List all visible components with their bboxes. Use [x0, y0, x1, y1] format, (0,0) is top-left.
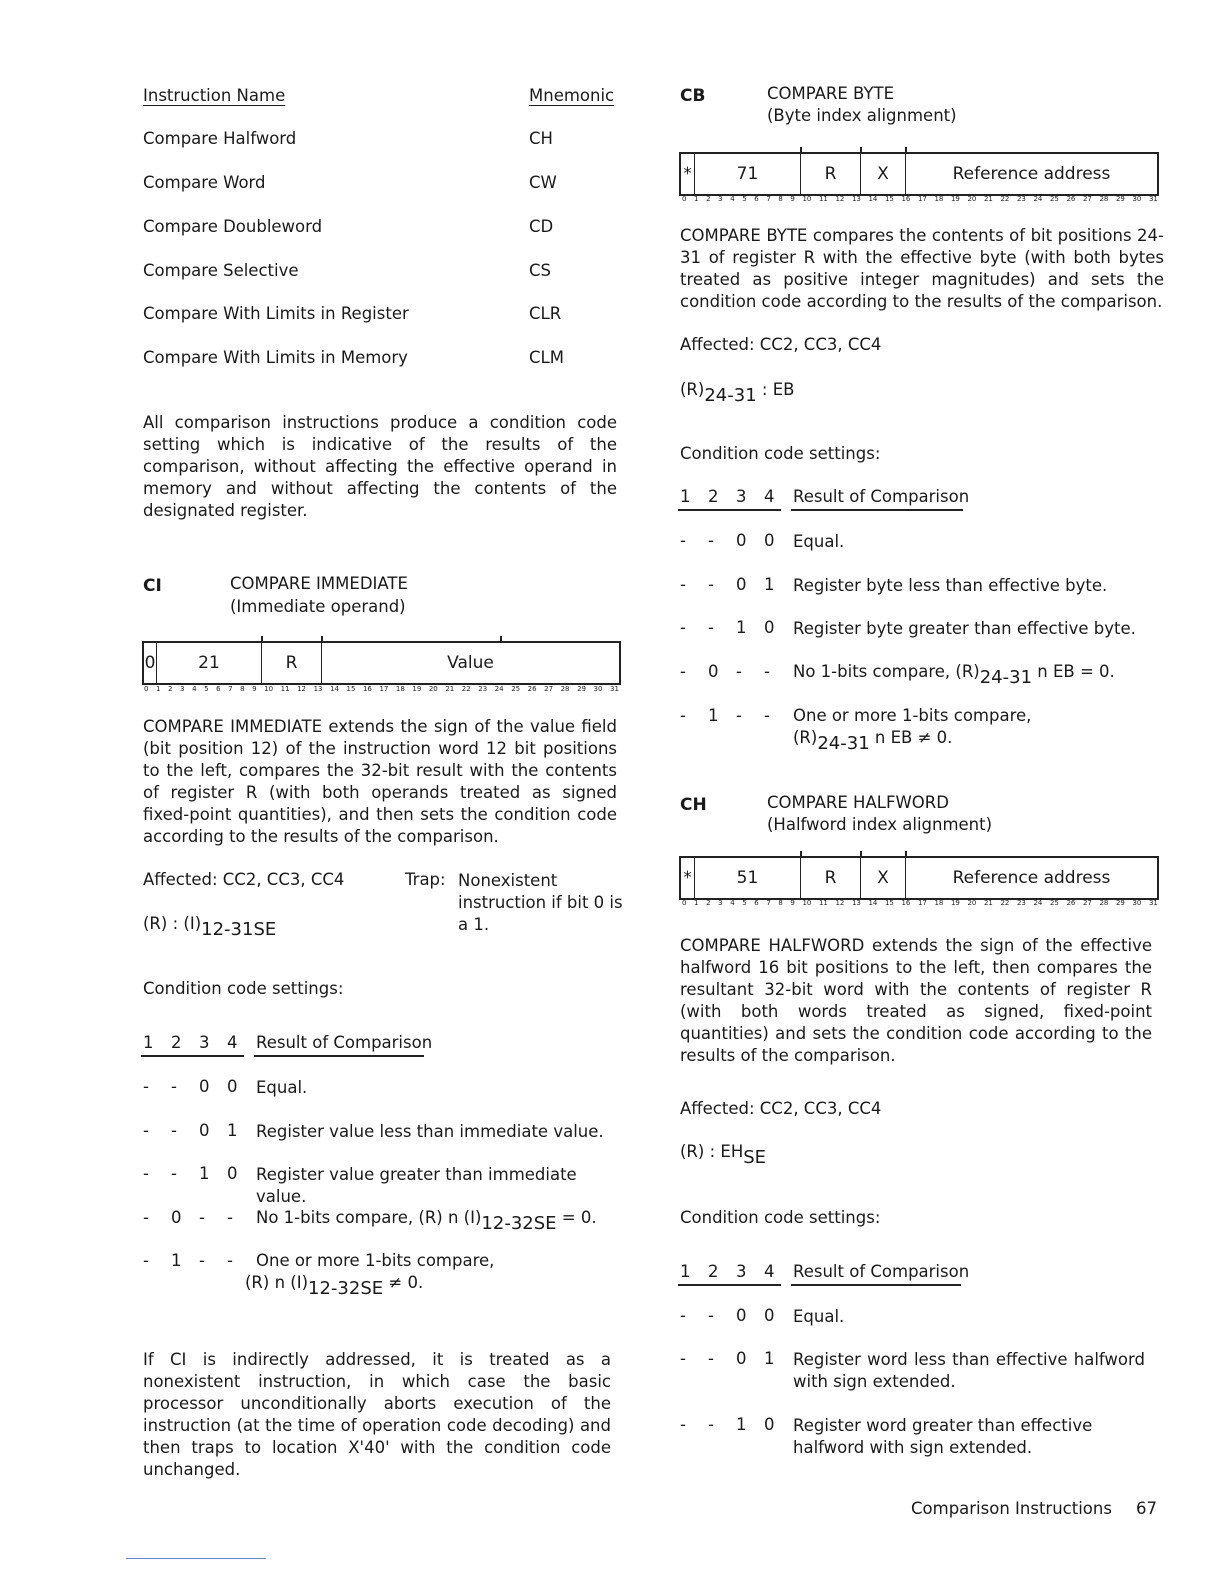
ch-description: COMPARE HALFWORD extends the sign of the effective halfword 16 bit positions to the left, then compares the resultant 32-bit word with the contents of register R (with both words treated as signed, fixed-point quantities) and sets the condition code according to the results of the comparison.: [680, 936, 1152, 1065]
ci-subtitle: (Immediate operand): [230, 597, 406, 616]
ci-cc-row-result: One or more 1-bits compare,: [256, 1251, 495, 1270]
ch-instruction-format: [679, 856, 1159, 900]
ci-cc-row: - - 0 1: [143, 1121, 238, 1140]
table-row-mnemonic: CLM: [529, 348, 564, 367]
ci-cc-row-result: No 1-bits compare, (R) n (I)12-32SE = 0.: [256, 1208, 597, 1234]
table-row-name: Compare Word: [143, 173, 266, 192]
cb-expression: (R)24-31 : EB: [680, 380, 795, 406]
cb-mnemonic: CB: [680, 86, 706, 106]
footer-page-number: 67: [1136, 1499, 1157, 1518]
cb-field-indirect: *: [681, 154, 695, 194]
scan-artifact-line: [126, 1558, 266, 1559]
cb-cc-row: - 0 - -: [680, 662, 770, 681]
ci-cc-header: 1 2 3 4: [143, 1033, 238, 1052]
intro-paragraph: All comparison instructions produce a condition code setting which is indicative of the results of the comparison, without affecting the effective operand in memory and without affecting the contents of the designated register.: [143, 413, 617, 520]
table-row-mnemonic: CW: [529, 173, 557, 192]
ch-field-opcode: 51: [695, 858, 801, 898]
cb-description: COMPARE BYTE compares the contents of bit positions 24-31 of register R with the effective byte (with both bytes treated as positive integer magnitudes) and sets the condition code according to the results of the comparison.: [680, 226, 1164, 311]
cb-instruction-format: [679, 152, 1159, 196]
ci-cc-row: - - 1 0: [143, 1164, 238, 1183]
ci-trap-label: Trap:: [405, 870, 446, 889]
ci-bit-scale: 0 1 2 3 4 5 6 7 8 9 10 11 12 13 14 15 16 17 18 19 20 21 22 23 24 25 26 27 28 29 30 31: [144, 685, 619, 693]
cb-field-x: X: [861, 154, 906, 194]
cb-field-r: R: [801, 154, 861, 194]
cb-cc-row: - - 0 1: [680, 575, 775, 594]
ch-cc-row-result: Register word greater than effective halfword with sign extended.: [793, 1416, 1093, 1457]
ch-cc-result-header: Result of Comparison: [793, 1262, 970, 1281]
ci-trap-text: Nonexistent instruction if bit 0 is a 1.: [458, 871, 623, 934]
table-row-name: Compare Doubleword: [143, 217, 323, 236]
ch-cc-heading: Condition code settings:: [680, 1208, 881, 1227]
cb-cc-row-result: Register byte less than effective byte.: [793, 576, 1108, 595]
table-row-mnemonic: CLR: [529, 304, 562, 323]
ci-cc-row-result: Register value less than immediate value.: [256, 1122, 604, 1141]
cb-cc-row-result: No 1-bits compare, (R)24-31 n EB = 0.: [793, 662, 1115, 688]
ci-field-value: Value: [447, 653, 494, 673]
ch-subtitle: (Halfword index alignment): [767, 815, 993, 834]
cb-field-opcode: 71: [695, 154, 801, 194]
ci-field-r: R: [262, 643, 322, 683]
ci-cc-heading: Condition code settings:: [143, 979, 344, 998]
cb-title: COMPARE BYTE: [767, 84, 895, 103]
ch-cc-header: 1 2 3 4: [680, 1262, 775, 1281]
ci-cc-row: - 1 - -: [143, 1251, 233, 1270]
ch-field-x: X: [861, 858, 906, 898]
ci-footer-paragraph: If CI is indirectly addressed, it is treated as a nonexistent instruction, in which case the basic processor unconditionally aborts execution of the instruction (at the time of operation code decoding) and then traps to location X'40' with the condition code unchanged.: [143, 1350, 611, 1479]
cb-cc-row: - 1 - -: [680, 706, 770, 725]
ch-expression: (R) : EHSE: [680, 1142, 767, 1168]
table-row-mnemonic: CD: [529, 217, 554, 236]
ci-title: COMPARE IMMEDIATE: [230, 574, 408, 593]
cb-cc-row-result: One or more 1-bits compare,: [793, 706, 1032, 725]
ch-bit-scale: 0 1 2 3 4 5 6 7 8 9 10 11 12 13 14 15 16 17 18 19 20 21 22 23 24 25 26 27 28 29 30 31: [682, 899, 1158, 907]
cb-cc-row: - - 1 0: [680, 618, 775, 637]
cb-cc-row-result-line2: (R)24-31 n EB ≠ 0.: [793, 728, 953, 754]
ch-cc-row-result: Equal.: [793, 1307, 845, 1326]
cb-field-reference-address: Reference address: [952, 164, 1111, 184]
cb-cc-row-result: Equal.: [793, 532, 845, 551]
ci-field-opcode: 21: [157, 643, 262, 683]
ch-mnemonic: CH: [680, 795, 707, 815]
ci-cc-row-result: Register value greater than immediate value.: [256, 1165, 577, 1206]
cb-cc-header: 1 2 3 4: [680, 487, 775, 506]
cb-bit-scale: 0 1 2 3 4 5 6 7 8 9 10 11 12 13 14 15 16 17 18 19 20 21 22 23 24 25 26 27 28 29 30 31: [682, 195, 1158, 203]
cb-affected: Affected: CC2, CC3, CC4: [680, 335, 882, 354]
cb-cc-heading: Condition code settings:: [680, 444, 881, 463]
ch-cc-row: - - 0 0: [680, 1306, 775, 1325]
ci-field-bit0: 0: [144, 643, 157, 683]
cb-subtitle: (Byte index alignment): [767, 106, 957, 125]
table-header-name: Instruction Name: [143, 86, 286, 105]
ci-affected: Affected: CC2, CC3, CC4: [143, 870, 345, 889]
table-row-mnemonic: CH: [529, 129, 553, 148]
table-row-name: Compare With Limits in Register: [143, 304, 409, 323]
ci-expression: (R) : (I)12-31SE: [143, 914, 277, 940]
ch-field-reference-address: Reference address: [952, 868, 1111, 888]
ci-mnemonic: CI: [143, 576, 162, 596]
ci-cc-row-result-line2: (R) n (I)12-32SE ≠ 0.: [245, 1273, 424, 1299]
ch-cc-row: - - 1 0: [680, 1415, 775, 1434]
ch-field-indirect: *: [681, 858, 695, 898]
ch-cc-row-result: Register word less than effective halfword with sign extended.: [793, 1350, 1145, 1391]
table-header-mnemonic: Mnemonic: [529, 86, 615, 105]
ch-title: COMPARE HALFWORD: [767, 793, 949, 812]
cb-cc-row-result: Register byte greater than effective byte.: [793, 619, 1136, 638]
table-row-mnemonic: CS: [529, 261, 551, 280]
ci-cc-row-result: Equal.: [256, 1078, 308, 1097]
ci-cc-row: - - 0 0: [143, 1077, 238, 1096]
ci-cc-result-header: Result of Comparison: [256, 1033, 433, 1052]
table-row-name: Compare With Limits in Memory: [143, 348, 408, 367]
table-row-name: Compare Selective: [143, 261, 299, 280]
cb-cc-result-header: Result of Comparison: [793, 487, 970, 506]
ci-cc-row: - 0 - -: [143, 1208, 233, 1227]
table-row-name: Compare Halfword: [143, 129, 297, 148]
ch-cc-row: - - 0 1: [680, 1349, 775, 1368]
footer-section-title: Comparison Instructions: [911, 1499, 1112, 1518]
cb-cc-row: - - 0 0: [680, 531, 775, 550]
ch-field-r: R: [801, 858, 861, 898]
ci-instruction-format: [142, 641, 621, 685]
ch-affected: Affected: CC2, CC3, CC4: [680, 1099, 882, 1118]
ci-description: COMPARE IMMEDIATE extends the sign of the value field (bit position 12) of the instruction word 12 bit positions to the left, compares the 32-bit result with the contents of register R (with both operands treated as signed fixed-point quantities), and then sets the condition code according to the results of the comparison.: [143, 717, 617, 846]
